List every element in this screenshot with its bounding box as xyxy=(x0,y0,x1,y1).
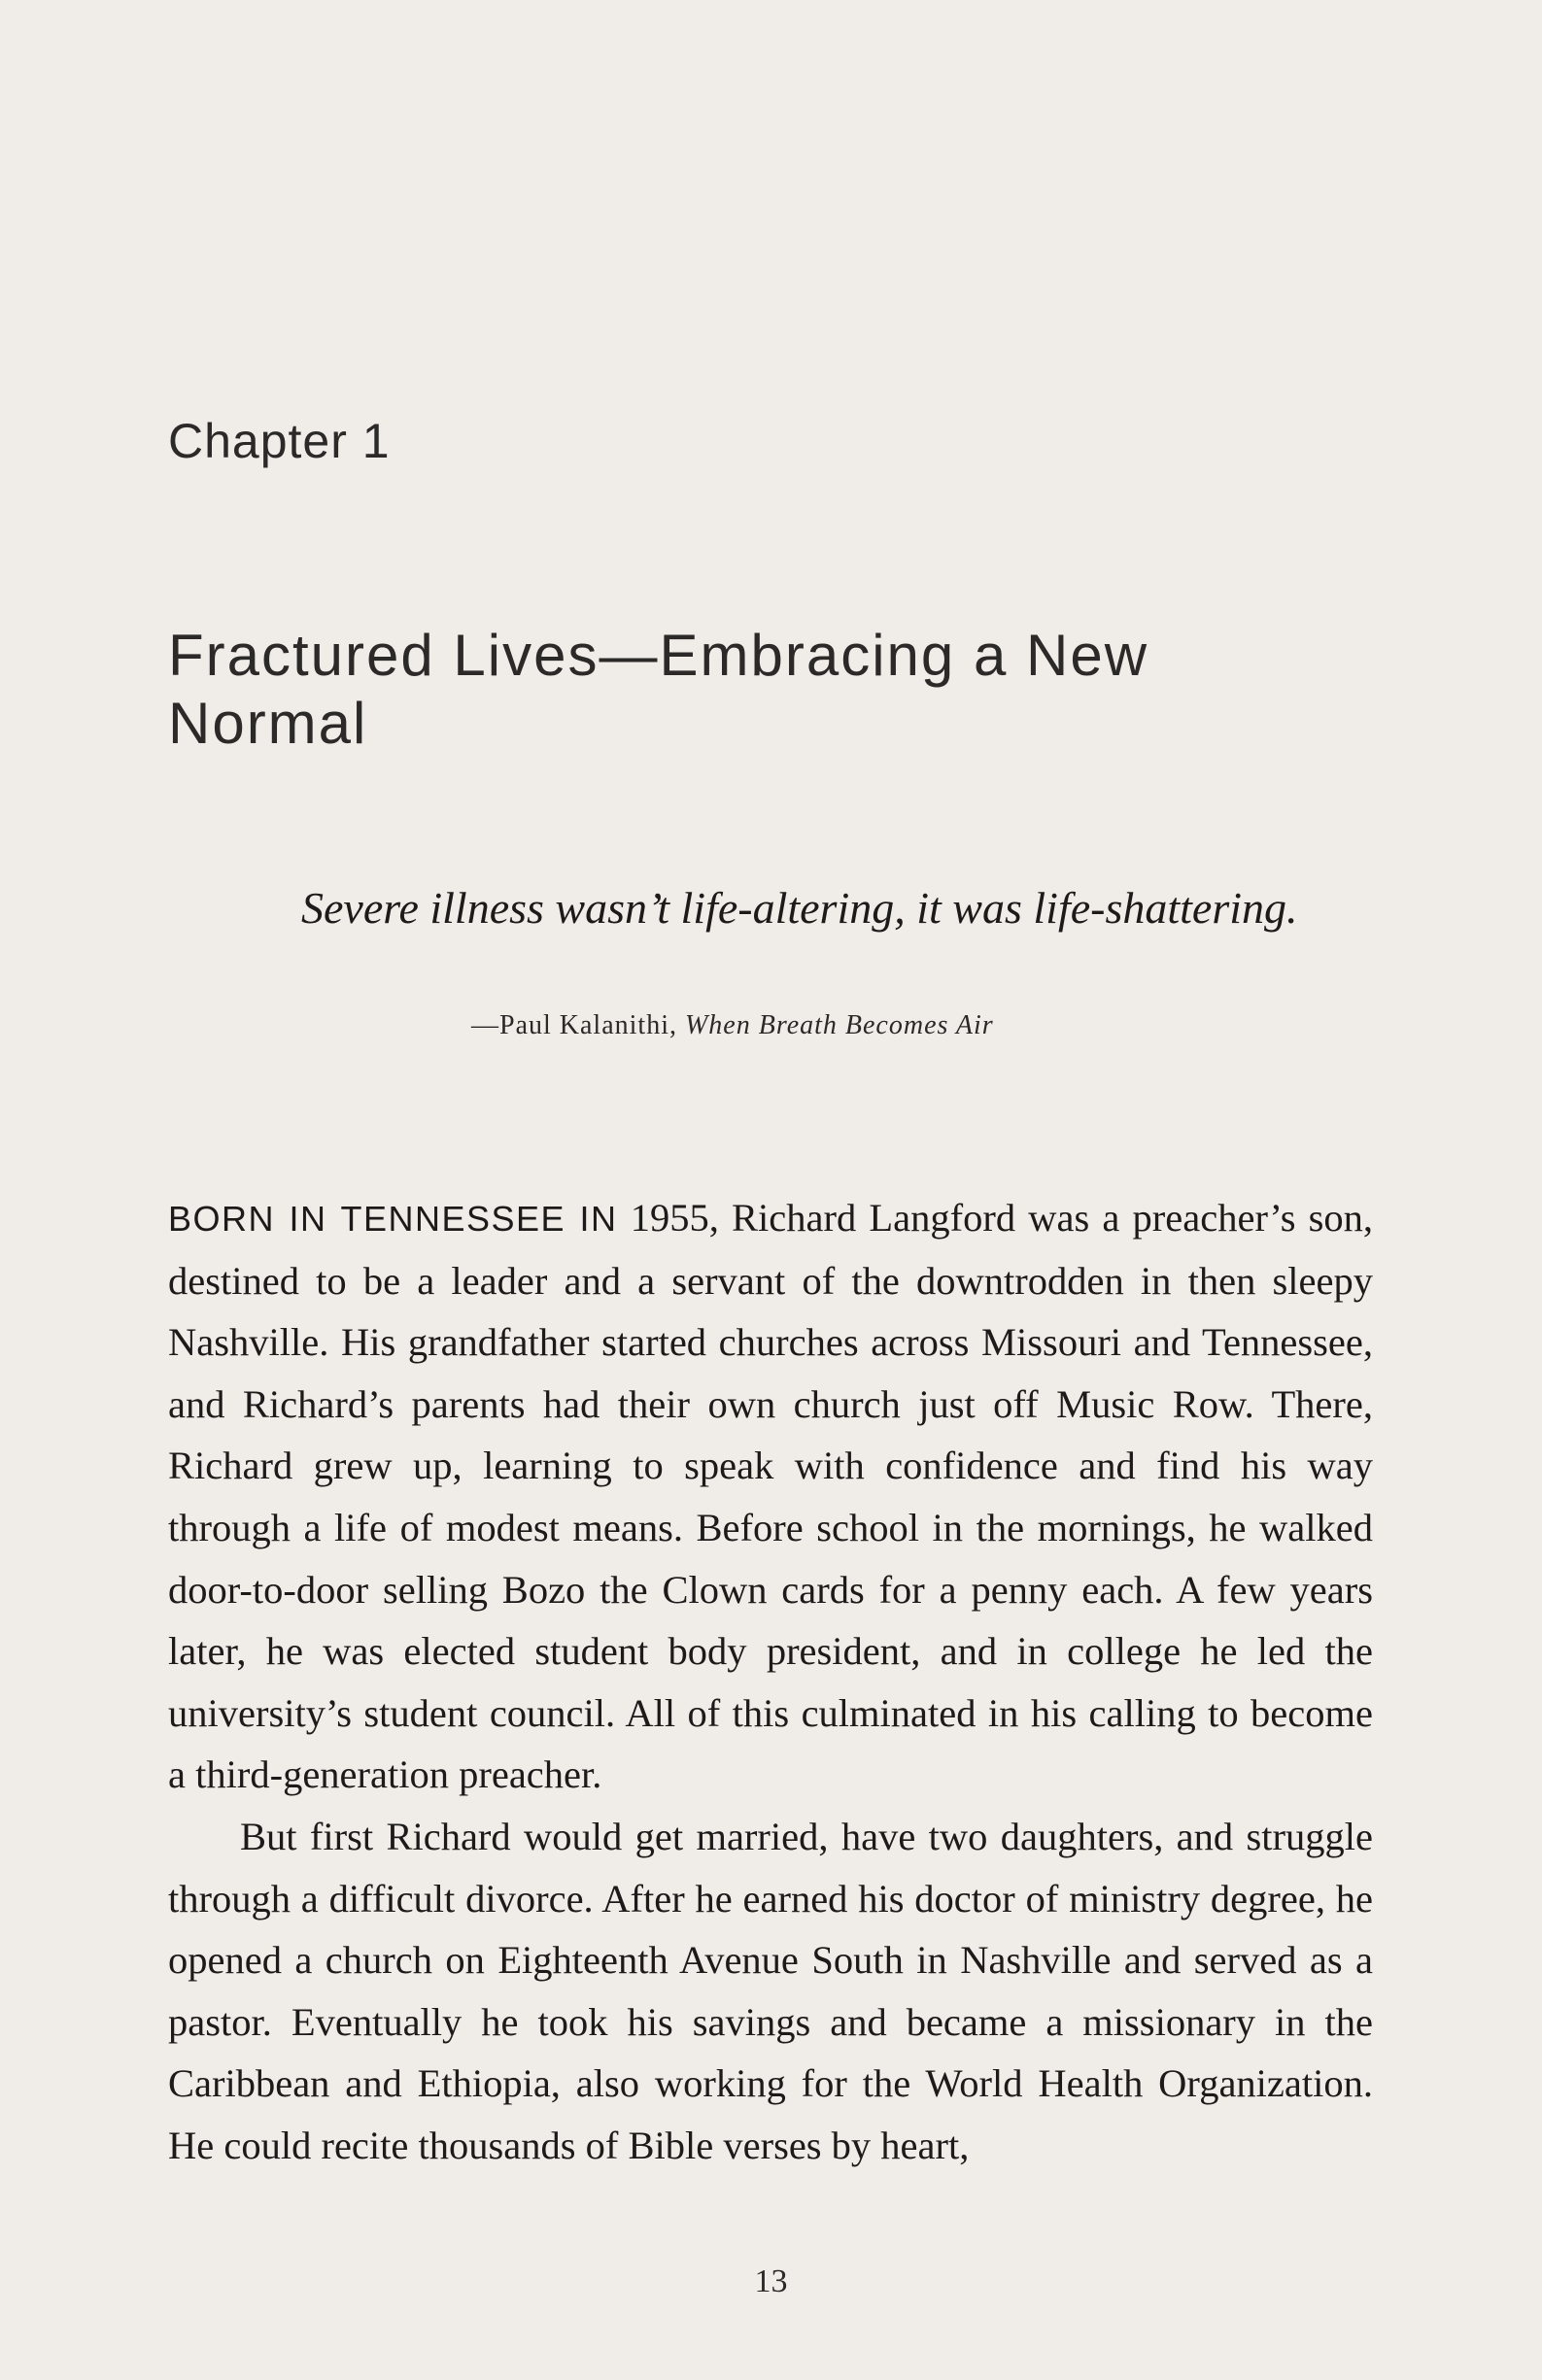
epigraph-attribution xyxy=(471,1010,994,1041)
lead-in-caps: BORN IN TENNESSEE IN xyxy=(168,1199,618,1239)
epigraph-quote: Severe illness wasn’t life-altering, it was life-shattering. xyxy=(301,883,1298,933)
epigraph-author: —Paul Kalanithi, xyxy=(471,1010,677,1040)
paragraph-1-text: 1955, Richard Langford was a preacher’s son, destined to be a leader and a servant of the downtrodden in then sleepy Nashville. His grandfather started churches across Missouri and Tennessee, and Richard’s parents had their own church just off Music Row. There, Richard grew up, learning to speak with confidence and find his way through a life of modest means. Before school in the mornings, he walked door-to-door selling Bozo the Clown cards for a penny each. A few years later, he was elected student body president, and in college he led the university’s student council. All of this culminated in his calling to become a third-generation preacher. xyxy=(168,1196,1374,1797)
paragraph-1 xyxy=(168,1187,1373,1806)
body-text xyxy=(168,1187,1373,2177)
paragraph-2: But first Richard would get married, have two daughters, and struggle through a difficult divorce. After he earned his doctor of ministry degree, he opened a church on Eighteenth Avenue South in Nashville and served as a pastor. Eventually he took his savings and became a missionary in the Caribbean and Ethiopia, also working for the World Health Organization. He could recite thousands of Bible verses by heart, xyxy=(168,1814,1373,2167)
page-number: 13 xyxy=(754,2263,788,2299)
epigraph-source: When Breath Becomes Air xyxy=(684,1010,994,1040)
chapter-label: Chapter 1 xyxy=(168,414,391,468)
chapter-title: Fractured Lives—Embracing a New Normal xyxy=(168,623,1149,756)
